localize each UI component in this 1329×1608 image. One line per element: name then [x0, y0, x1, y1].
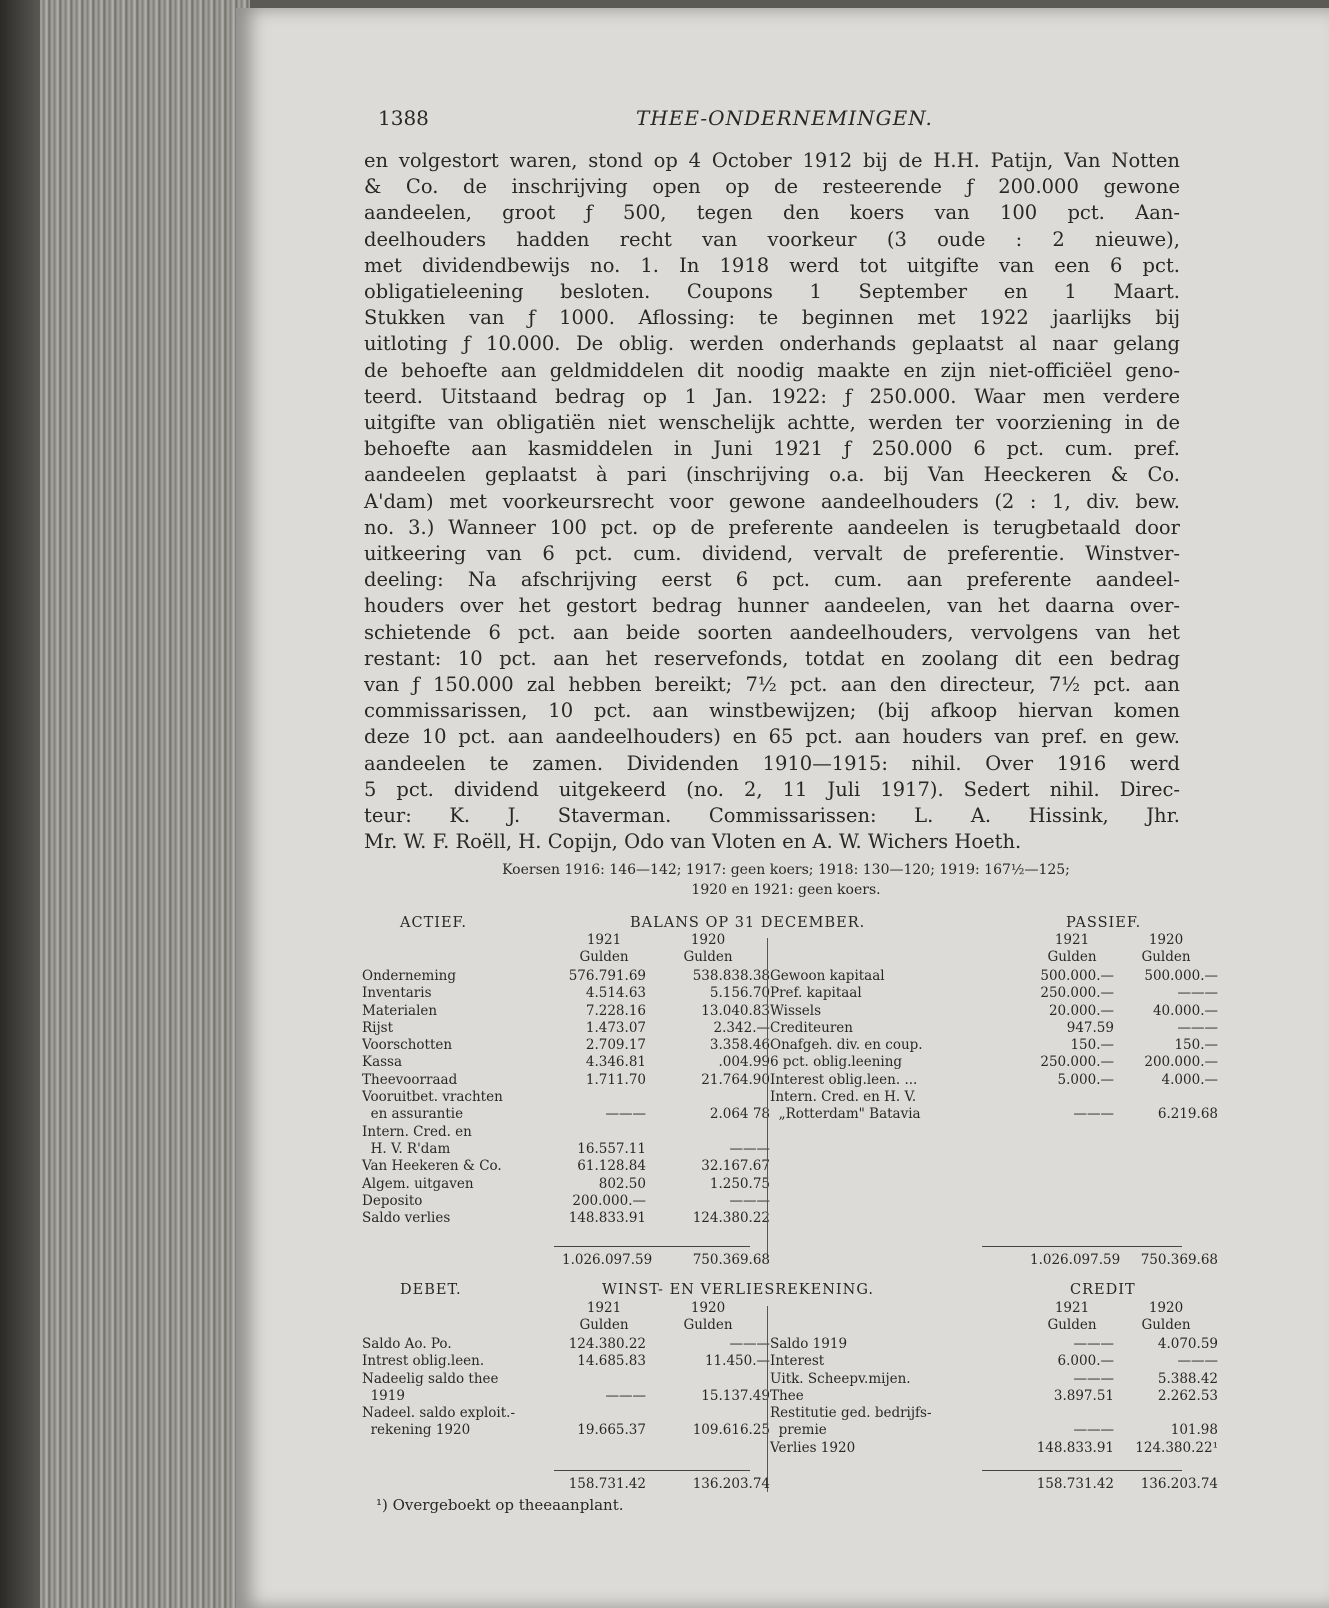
total-value: 1.026.097.59 [562, 1252, 653, 1268]
table-row [362, 1037, 770, 1054]
body-line: uitgifte van obligatiën niet wenschelijk achtte, werden ter voorziening in de [364, 411, 1180, 435]
value-1921: 124.380.22 [568, 1336, 646, 1352]
balans-actief-table [362, 968, 770, 1227]
row-label: „Rotterdam" Batavia [770, 1106, 921, 1123]
value-1921: 16.557.11 [577, 1140, 646, 1157]
row-label: Vooruitbet. vrachten [362, 1089, 503, 1106]
table-row [362, 1193, 770, 1210]
value-1921: 1.473.07 [585, 1019, 646, 1036]
year-1921: 1921 [1054, 932, 1090, 948]
value-1921: 250.000.— [1040, 985, 1114, 1002]
value-1921: 200.000.— [572, 1192, 646, 1209]
row-label: Nadeelig saldo thee [362, 1370, 499, 1387]
total-value: 158.731.42 [568, 1476, 646, 1492]
year-1920: 1920 [690, 1300, 726, 1316]
table-row [770, 1440, 1218, 1457]
row-label: premie [770, 1422, 827, 1439]
table-row [362, 1405, 770, 1422]
table-row [770, 1054, 1218, 1071]
row-label: Kassa [362, 1054, 403, 1071]
value-1920: ——— [729, 1140, 770, 1157]
body-line: 5 pct. dividend uitgekeerd (no. 2, 11 Juli 1917). Sedert nihil. Direc- [364, 777, 1180, 801]
body-line: teerd. Uitstaand bedrag op 1 Jan. 1922: ƒ 250.000. Waar men verdere [364, 384, 1180, 408]
winst-right-title: CREDIT [1070, 1282, 1136, 1298]
row-label: Thee [770, 1387, 804, 1404]
value-1921: 6.000.— [1057, 1353, 1114, 1370]
balans-actief-totals [362, 1252, 770, 1269]
value-1920: ——— [1177, 1353, 1218, 1370]
body-line: aandeelen, groot ƒ 500, tegen den koers van 100 pct. Aan- [364, 201, 1180, 225]
table-row [770, 1405, 1218, 1422]
koersen-line: Koersen 1916: 146—142; 1917: geen koers; 1918: 130—120; 1919: 167½—125; [502, 862, 1070, 878]
row-label: Deposito [362, 1192, 423, 1209]
table-row [770, 1422, 1218, 1439]
value-1920: 5.156.70 [709, 985, 770, 1002]
balans-passief-years [978, 932, 1218, 967]
table-row [362, 1158, 770, 1175]
page [236, 8, 1329, 1608]
value-1921: 802.50 [598, 1175, 646, 1192]
value-1921 [562, 1405, 646, 1422]
body-line: deeling: Na afschrijving eerst 6 pct. cum. aan preferente aandeel- [364, 568, 1180, 592]
value-1920: 538.838.38 [692, 968, 770, 984]
value-1921: 7.228.16 [585, 1002, 646, 1019]
table-row [770, 1089, 1218, 1106]
row-label: Interest oblig.leen. ... [770, 1071, 918, 1088]
table-row [362, 985, 770, 1002]
table-row [770, 985, 1218, 1002]
body-line: restant: 10 pct. aan het reservefonds, totdat en zoolang dit een bedrag [364, 646, 1180, 670]
value-1920: 3.358.46 [709, 1037, 770, 1054]
value-1920: 40.000.— [1152, 1002, 1218, 1019]
total-rule [982, 1246, 1182, 1247]
value-1921 [562, 1371, 646, 1388]
value-1920: 21.764.90 [701, 1071, 770, 1088]
row-label: Restitutie ged. bedrijfs- [770, 1405, 932, 1422]
year-1920: 1920 [1148, 1300, 1184, 1316]
body-line: met dividendbewijs no. 1. In 1918 werd tot uitgifte van een 6 pct. [364, 253, 1180, 277]
value-1920: 124.380.22 [692, 1210, 770, 1227]
row-label: Saldo verlies [362, 1210, 451, 1227]
value-1920: 500.000.— [1144, 968, 1218, 984]
table-row [770, 1020, 1218, 1037]
body-line: & Co. de inschrijving open op de resteerende ƒ 200.000 gewone [364, 175, 1180, 199]
unit-label: Gulden [683, 1317, 733, 1334]
body-line: schietende 6 pct. aan beide soorten aandeelhouders, vervolgens van het [364, 620, 1180, 644]
row-label: Theevoorraad [362, 1071, 458, 1088]
table-row [362, 1422, 770, 1439]
table-row [362, 1371, 770, 1388]
value-1920: .004.99 [718, 1054, 770, 1071]
value-1921: 14.685.83 [577, 1353, 646, 1370]
body-line: Stukken van ƒ 1000. Aflossing: te beginnen met 1922 jaarlijks bij [364, 306, 1180, 330]
table-row [362, 1388, 770, 1405]
total-value: 1.026.097.59 [1030, 1252, 1121, 1268]
table-row [362, 1072, 770, 1089]
body-line: uitkeering van 6 pct. cum. dividend, vervalt de preferentie. Winstver- [364, 542, 1180, 566]
table-row [770, 1353, 1218, 1370]
value-1921 [1030, 1089, 1114, 1106]
value-1921: 500.000.— [1040, 968, 1114, 984]
unit-label: Gulden [1047, 1317, 1097, 1334]
row-label: H. V. R'dam [362, 1140, 451, 1157]
value-1921: 150.— [1070, 1037, 1114, 1054]
row-label: en assurantie [362, 1106, 464, 1123]
row-label: Onderneming [362, 968, 456, 984]
value-1920: 11.450.— [704, 1353, 770, 1370]
body-line: aandeelen te zamen. Dividenden 1910—1915: nihil. Over 1916 werd [364, 751, 1180, 775]
table-row [362, 1054, 770, 1071]
value-1921: 250.000.— [1040, 1054, 1114, 1071]
table-row [770, 1336, 1218, 1353]
balans-title: BALANS OP 31 DECEMBER. [630, 915, 866, 931]
row-label: Algem. uitgaven [362, 1175, 474, 1192]
value-1920: 124.380.22¹ [1135, 1439, 1218, 1456]
body-line: Mr. W. F. Roëll, H. Copijn, Odo van Vloten en A. W. Wichers Hoeth. [364, 830, 1022, 854]
value-1921: 20.000.— [1048, 1002, 1114, 1019]
body-line: A'dam) met voorkeursrecht voor gewone aandeelhouders (2 : 1, div. bew. [364, 489, 1180, 513]
value-1921: 2.709.17 [585, 1037, 646, 1054]
body-line: en volgestort waren, stond op 4 October 1912 bij de H.H. Patijn, Van Notten [364, 149, 1180, 172]
value-1921: 61.128.84 [577, 1158, 646, 1175]
value-1920: ——— [1177, 1019, 1218, 1036]
value-1920: 2.262.53 [1157, 1387, 1218, 1404]
value-1920: 13.040.83 [701, 1002, 770, 1019]
value-1920: ——— [1177, 985, 1218, 1002]
row-label: Gewoon kapitaal [770, 968, 885, 984]
row-label: Voorschotten [362, 1037, 453, 1054]
row-label: Inventaris [362, 985, 432, 1002]
table-row [362, 1353, 770, 1370]
balans-actief-years [362, 932, 770, 967]
table-row [770, 1003, 1218, 1020]
value-1921: 148.833.91 [1036, 1439, 1114, 1456]
value-1921: 5.000.— [1057, 1071, 1114, 1088]
row-label: Materialen [362, 1002, 438, 1019]
body-line: deelhouders hadden recht van voorkeur (3 oude : 2 nieuwe), [364, 227, 1180, 251]
row-label: Intrest oblig.leen. [362, 1353, 485, 1370]
winst-title: WINST- EN VERLIESREKENING. [602, 1282, 874, 1298]
table-row [362, 1124, 770, 1141]
value-1921: ——— [1073, 1106, 1114, 1123]
body-line: obligatieleening besloten. Coupons 1 September en 1 Maart. [364, 280, 1180, 304]
value-1920 [1114, 1089, 1218, 1106]
value-1920 [646, 1089, 770, 1106]
value-1920: 4.070.59 [1157, 1336, 1218, 1352]
table-row [362, 968, 770, 985]
total-value: 136.203.74 [692, 1476, 770, 1492]
table-row [362, 1336, 770, 1353]
row-label: Intern. Cred. en [362, 1123, 472, 1140]
row-label: Intern. Cred. en H. V. [770, 1089, 917, 1106]
value-1921: 19.665.37 [577, 1422, 646, 1439]
winst-debet-years [362, 1300, 770, 1335]
value-1920: 2.342.— [713, 1019, 770, 1036]
body-line: deze 10 pct. aan aandeelhouders) en 65 pct. aan houders van pref. en gew. [364, 725, 1180, 749]
winst-credit-years [978, 1300, 1218, 1335]
value-1920: 32.167.67 [701, 1158, 770, 1175]
body-line: commissarissen, 10 pct. aan winstbewijzen; (bij afkoop hiervan komen [364, 699, 1180, 723]
table-row [362, 1106, 770, 1123]
row-label: Onafgeh. div. en coup. [770, 1037, 923, 1054]
unit-label: Gulden [1141, 1317, 1191, 1334]
table-row [362, 1089, 770, 1106]
table-row [770, 1371, 1218, 1388]
value-1921: 4.514.63 [585, 985, 646, 1002]
total-value: 136.203.74 [1140, 1476, 1218, 1492]
unit-label: Gulden [1141, 949, 1191, 966]
value-1921: 148.833.91 [568, 1210, 646, 1227]
value-1920 [646, 1124, 770, 1141]
page-number: 1388 [378, 106, 429, 130]
unit-label: Gulden [579, 949, 629, 966]
winst-credit-table [770, 1336, 1218, 1457]
value-1920: 101.98 [1170, 1422, 1218, 1439]
body-line: van ƒ 150.000 zal hebben bereikt; 7½ pct. aan den directeur, 7½ pct. aan [364, 673, 1180, 697]
total-rule [554, 1246, 750, 1247]
value-1920: 6.219.68 [1157, 1106, 1218, 1123]
balans-passief-totals [978, 1252, 1218, 1269]
value-1921: 1.711.70 [585, 1071, 646, 1088]
total-value: 158.731.42 [1036, 1476, 1114, 1492]
total-rule [982, 1470, 1182, 1471]
value-1921: ——— [1073, 1336, 1114, 1352]
balans-right-title: PASSIEF. [1066, 915, 1142, 931]
row-label: Nadeel. saldo exploit.- [362, 1405, 516, 1422]
table-row [770, 968, 1218, 985]
body-line: teur: K. J. Staverman. Commissarissen: L. A. Hissink, Jhr. [364, 804, 1180, 828]
row-label: Verlies 1920 [770, 1439, 856, 1456]
winst-credit-totals [978, 1476, 1218, 1493]
value-1921: ——— [605, 1106, 646, 1123]
value-1921: 947.59 [1066, 1019, 1114, 1036]
book-binding-shadow [0, 0, 40, 1608]
value-1920: 150.— [1174, 1037, 1218, 1054]
row-label: Rijst [362, 1019, 394, 1036]
year-1920: 1920 [690, 932, 726, 948]
body-line: uitloting ƒ 10.000. De oblig. werden onderhands geplaatst al naar gelang [364, 332, 1180, 356]
body-line: houders over het gestort bedrag hunner aandeelen, van het daarna over- [364, 594, 1180, 618]
table-row [770, 1072, 1218, 1089]
table-row [362, 1020, 770, 1037]
winst-left-title: DEBET. [400, 1282, 462, 1298]
row-label: Wissels [770, 1002, 822, 1019]
row-label: rekening 1920 [362, 1422, 471, 1439]
winst-debet-totals [362, 1476, 770, 1493]
row-label: Van Heekeren & Co. [362, 1158, 502, 1175]
value-1920 [646, 1371, 770, 1388]
balans-passief-table [770, 968, 1218, 1124]
value-1921 [1030, 1405, 1114, 1422]
row-label: Pref. kapitaal [770, 985, 862, 1002]
row-label: Interest [770, 1353, 825, 1370]
table-row [770, 1106, 1218, 1123]
body-line: de behoefte aan geldmiddelen dit noodig maakte en zijn niet-officiëel geno- [364, 358, 1180, 382]
footnote: ¹) Overgeboekt op theeaanplant. [376, 1496, 624, 1514]
table-row [362, 1176, 770, 1193]
value-1920: ——— [729, 1192, 770, 1209]
value-1921: 3.897.51 [1053, 1387, 1114, 1404]
value-1921: 4.346.81 [585, 1054, 646, 1071]
row-label: Uitk. Scheepv.mijen. [770, 1370, 911, 1387]
total-rule [554, 1470, 750, 1471]
running-title: THEE-ONDERNEMINGEN. [636, 106, 933, 130]
value-1921: ——— [605, 1387, 646, 1404]
balans-left-title: ACTIEF. [400, 915, 467, 931]
value-1920: 1.250.75 [709, 1175, 770, 1192]
year-1921: 1921 [586, 1300, 622, 1316]
running-header [236, 106, 1329, 136]
year-1920: 1920 [1148, 932, 1184, 948]
value-1920: 109.616.25 [692, 1422, 770, 1439]
unit-label: Gulden [683, 949, 733, 966]
value-1920 [646, 1405, 770, 1422]
unit-label: Gulden [579, 1317, 629, 1334]
column-divider [767, 1306, 768, 1492]
value-1920: 15.137.49 [701, 1387, 770, 1404]
unit-label: Gulden [1047, 949, 1097, 966]
year-1921: 1921 [1054, 1300, 1090, 1316]
value-1921: ——— [1073, 1370, 1114, 1387]
row-label: 6 pct. oblig.leening [770, 1054, 903, 1071]
value-1920: ——— [729, 1336, 770, 1352]
total-value: 750.369.68 [1140, 1252, 1218, 1268]
table-row [770, 1037, 1218, 1054]
value-1920: 200.000.— [1144, 1054, 1218, 1071]
koersen-line: 1920 en 1921: geen koers. [691, 882, 881, 898]
table-row [362, 1141, 770, 1158]
value-1921 [562, 1124, 646, 1141]
column-divider [767, 938, 768, 1258]
table-row [362, 1003, 770, 1020]
value-1920: 4.000.— [1161, 1071, 1218, 1088]
value-1921: ——— [1073, 1422, 1114, 1439]
row-label: 1919 [362, 1387, 405, 1404]
body-line: aandeelen geplaatst à pari (inschrijving o.a. bij Van Heeckeren & Co. [364, 463, 1180, 487]
value-1920: 5.388.42 [1157, 1370, 1218, 1387]
value-1921 [562, 1089, 646, 1106]
body-text [364, 148, 1180, 855]
table-row [770, 1388, 1218, 1405]
value-1921: 576.791.69 [568, 968, 646, 984]
year-1921: 1921 [586, 932, 622, 948]
total-value: 750.369.68 [692, 1252, 770, 1268]
koersen-note [376, 860, 1196, 900]
row-label: Crediteuren [770, 1019, 853, 1036]
body-line: no. 3.) Wanneer 100 pct. op de preferente aandeelen is terugbetaald door [364, 515, 1180, 539]
row-label: Saldo Ao. Po. [362, 1336, 452, 1352]
value-1920: 2.064 78 [709, 1106, 770, 1123]
winst-debet-table [362, 1336, 770, 1440]
table-row [362, 1210, 770, 1227]
value-1920 [1114, 1405, 1218, 1422]
row-label: Saldo 1919 [770, 1336, 848, 1352]
body-line: behoefte aan kasmiddelen in Juni 1921 ƒ 250.000 6 pct. cum. pref. [364, 437, 1180, 461]
